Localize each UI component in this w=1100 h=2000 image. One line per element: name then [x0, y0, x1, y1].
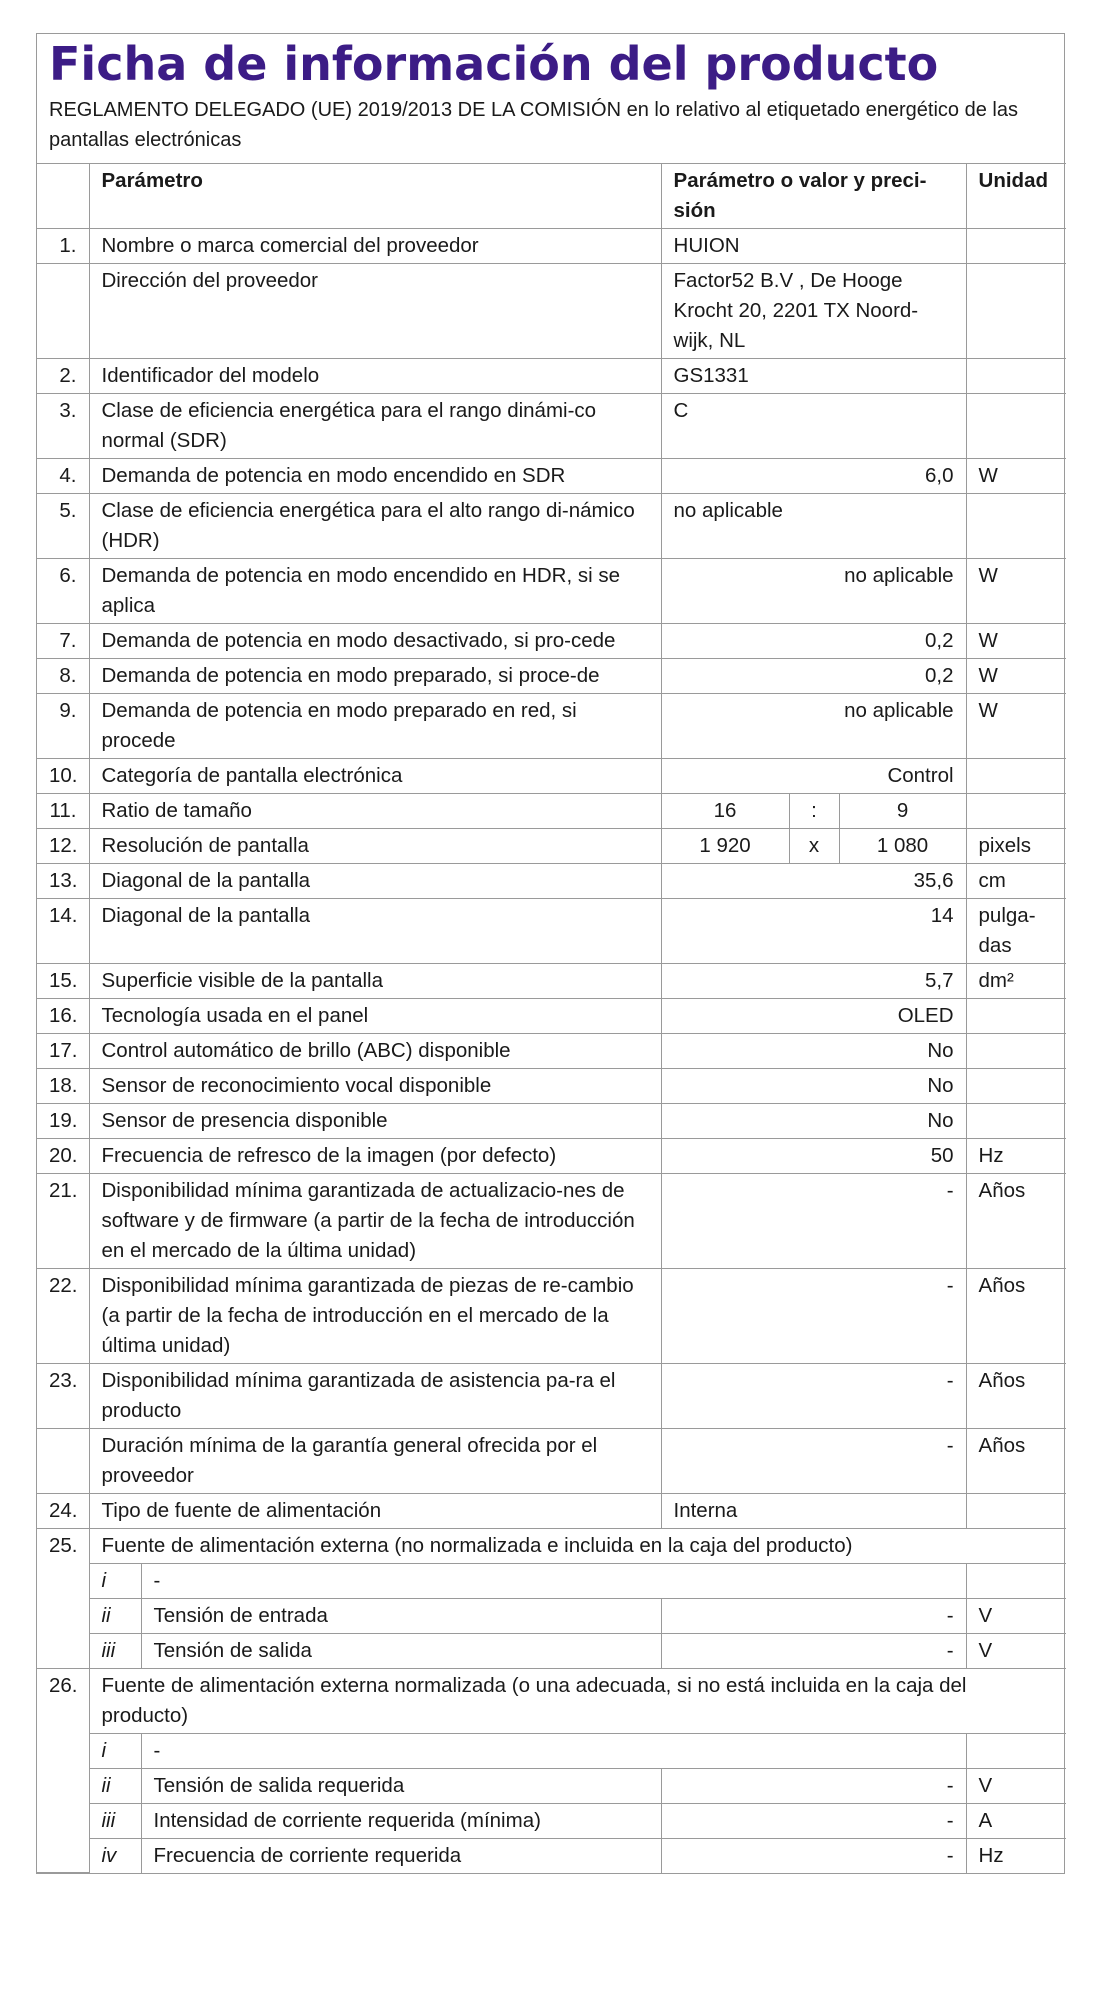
- sub-row-unit: V: [966, 1633, 1066, 1668]
- row-unit: [966, 1033, 1066, 1068]
- row-number: 23.: [37, 1363, 89, 1428]
- table-row: [37, 898, 1066, 963]
- row-parameter: Ratio de tamaño: [89, 793, 661, 828]
- row-unit: [966, 758, 1066, 793]
- sub-row: [37, 1598, 1066, 1633]
- sub-row-label: Tensión de salida: [141, 1633, 661, 1668]
- row-parameter: Frecuencia de refresco de la imagen (por defecto): [89, 1138, 661, 1173]
- row-parameter: Diagonal de la pantalla: [89, 898, 661, 963]
- row-value: No: [661, 1103, 966, 1138]
- row-value: -: [661, 1268, 966, 1363]
- table-row: [37, 1033, 1066, 1068]
- table-row: [37, 1173, 1066, 1268]
- row-value: OLED: [661, 998, 966, 1033]
- row-unit: pulga-das: [966, 898, 1066, 963]
- sub-row-label: Tensión de salida requerida: [141, 1768, 661, 1803]
- row-parameter: Sensor de presencia disponible: [89, 1103, 661, 1138]
- sub-row-label: -: [141, 1733, 966, 1768]
- sub-row-unit: [966, 1563, 1066, 1598]
- row-number: 13.: [37, 863, 89, 898]
- sub-row-index: i: [89, 1733, 141, 1768]
- regulation-subtitle: REGLAMENTO DELEGADO (UE) 2019/2013 DE LA COMISIÓN en lo relativo al etiquetado energético de las pantallas electrónicas: [49, 98, 1018, 151]
- row-parameter: Sensor de reconocimiento vocal disponible: [89, 1068, 661, 1103]
- row-unit: Años: [966, 1428, 1066, 1493]
- sub-row-value: -: [661, 1838, 966, 1873]
- row-number: 20.: [37, 1138, 89, 1173]
- resolution-separator: x: [789, 828, 839, 863]
- row-number: 1.: [37, 228, 89, 263]
- row-value: no aplicable: [661, 493, 966, 558]
- sub-row: [37, 1838, 1066, 1873]
- table-row: [37, 1493, 1066, 1528]
- parameters-table: [37, 163, 1066, 1874]
- row-unit: Años: [966, 1363, 1066, 1428]
- table-header-row: [37, 163, 1066, 228]
- row-number: 19.: [37, 1103, 89, 1138]
- row-number: 21.: [37, 1173, 89, 1268]
- row-unit: [966, 793, 1066, 828]
- row-parameter: Demanda de potencia en modo encendido en HDR, si se aplica: [89, 558, 661, 623]
- row-number: 7.: [37, 623, 89, 658]
- sub-row-label: -: [141, 1563, 966, 1598]
- row-number: 15.: [37, 963, 89, 998]
- row-parameter: Dirección del proveedor: [89, 263, 661, 358]
- sub-row-index: ii: [89, 1768, 141, 1803]
- row-number: 8.: [37, 658, 89, 693]
- row-unit: [966, 1068, 1066, 1103]
- table-row: [37, 1068, 1066, 1103]
- sub-row-unit: A: [966, 1803, 1066, 1838]
- row-parameter: Disponibilidad mínima garantizada de actualizacio-nes de software y de firmware (a partir de la fecha de introducción en el mercado de la última unidad): [89, 1173, 661, 1268]
- page-title: Ficha de información del producto: [49, 37, 939, 91]
- sub-row-label: Tensión de entrada: [141, 1598, 661, 1633]
- row-number: 6.: [37, 558, 89, 623]
- row-number: [37, 263, 89, 358]
- row-parameter: Tipo de fuente de alimentación: [89, 1493, 661, 1528]
- header-number-cell: [37, 163, 89, 228]
- table-row: [37, 693, 1066, 758]
- header-unit: Unidad: [966, 163, 1066, 228]
- product-information-sheet: [36, 33, 1065, 1874]
- row-parameter: Superficie visible de la pantalla: [89, 963, 661, 998]
- row-value: 50: [661, 1138, 966, 1173]
- table-row: [37, 1428, 1066, 1493]
- sub-row-unit: V: [966, 1598, 1066, 1633]
- table-row: [37, 493, 1066, 558]
- table-row: [37, 658, 1066, 693]
- sub-row: [37, 1733, 1066, 1768]
- row-number: 24.: [37, 1493, 89, 1528]
- table-row: [37, 998, 1066, 1033]
- row-value: Interna: [661, 1493, 966, 1528]
- row-parameter: Fuente de alimentación externa normalizada (o una adecuada, si no está incluida en la caja del producto): [89, 1668, 1066, 1733]
- row-value: -: [661, 1428, 966, 1493]
- resolution-height: 1 080: [839, 828, 966, 863]
- row-parameter: Disponibilidad mínima garantizada de piezas de re-cambio (a partir de la fecha de introducción en el mercado de la última unidad): [89, 1268, 661, 1363]
- row-unit: [966, 1493, 1066, 1528]
- sub-row-label: Frecuencia de corriente requerida: [141, 1838, 661, 1873]
- table-row: [37, 358, 1066, 393]
- row-parameter: Diagonal de la pantalla: [89, 863, 661, 898]
- sub-row: [37, 1768, 1066, 1803]
- row-number: 22.: [37, 1268, 89, 1363]
- row-number: 16.: [37, 998, 89, 1033]
- row-value: 0,2: [661, 658, 966, 693]
- sub-row-index: ii: [89, 1598, 141, 1633]
- row-parameter: Categoría de pantalla electrónica: [89, 758, 661, 793]
- sub-row-value: -: [661, 1803, 966, 1838]
- row-number: 18.: [37, 1068, 89, 1103]
- sub-row-value: -: [661, 1633, 966, 1668]
- table-row: [37, 393, 1066, 458]
- row-number: 12.: [37, 828, 89, 863]
- row-value: Factor52 B.V , De Hooge Krocht 20, 2201 TX Noord-wijk, NL: [661, 263, 966, 358]
- sub-row-index: iv: [89, 1838, 141, 1873]
- ratio-separator: :: [789, 793, 839, 828]
- table-row: [37, 623, 1066, 658]
- row-value: GS1331: [661, 358, 966, 393]
- sub-row-index: iii: [89, 1633, 141, 1668]
- row-unit: [966, 493, 1066, 558]
- sub-row-unit: V: [966, 1768, 1066, 1803]
- row-number: 25.: [37, 1528, 89, 1668]
- table-row: [37, 793, 1066, 828]
- table-row: [37, 1138, 1066, 1173]
- table-row: [37, 1103, 1066, 1138]
- row-unit: dm²: [966, 963, 1066, 998]
- table-row: [37, 1363, 1066, 1428]
- row-number: 10.: [37, 758, 89, 793]
- row-unit: cm: [966, 863, 1066, 898]
- row-unit: W: [966, 558, 1066, 623]
- row-number: 3.: [37, 393, 89, 458]
- sub-row-value: -: [661, 1598, 966, 1633]
- row-unit: pixels: [966, 828, 1066, 863]
- row-number: 17.: [37, 1033, 89, 1068]
- table-row: [37, 828, 1066, 863]
- row-parameter: Clase de eficiencia energética para el rango dinámi-co normal (SDR): [89, 393, 661, 458]
- row-parameter: Clase de eficiencia energética para el alto rango di-námico (HDR): [89, 493, 661, 558]
- resolution-width: 1 920: [661, 828, 789, 863]
- row-unit: [966, 358, 1066, 393]
- table-row: [37, 228, 1066, 263]
- row-parameter: Nombre o marca comercial del proveedor: [89, 228, 661, 263]
- sub-row-value: -: [661, 1768, 966, 1803]
- row-value: Control: [661, 758, 966, 793]
- sub-row-index: i: [89, 1563, 141, 1598]
- sub-row: [37, 1563, 1066, 1598]
- row-number: 5.: [37, 493, 89, 558]
- ratio-width: 16: [661, 793, 789, 828]
- ratio-height: 9: [839, 793, 966, 828]
- row-parameter: Demanda de potencia en modo desactivado, si pro-cede: [89, 623, 661, 658]
- sub-row-unit: [966, 1733, 1066, 1768]
- row-number: 2.: [37, 358, 89, 393]
- row-number: 11.: [37, 793, 89, 828]
- row-unit: Años: [966, 1268, 1066, 1363]
- row-number: 14.: [37, 898, 89, 963]
- row-unit: [966, 998, 1066, 1033]
- sub-row-unit: Hz: [966, 1838, 1066, 1873]
- row-value: 14: [661, 898, 966, 963]
- table-row: [37, 1268, 1066, 1363]
- row-unit: W: [966, 658, 1066, 693]
- row-parameter: Duración mínima de la garantía general ofrecida por el proveedor: [89, 1428, 661, 1493]
- row-parameter: Identificador del modelo: [89, 358, 661, 393]
- table-row: [37, 1528, 1066, 1563]
- row-parameter: Resolución de pantalla: [89, 828, 661, 863]
- row-value: 5,7: [661, 963, 966, 998]
- row-unit: W: [966, 693, 1066, 758]
- row-value: C: [661, 393, 966, 458]
- table-row: [37, 758, 1066, 793]
- row-parameter: Fuente de alimentación externa (no normalizada e incluida en la caja del producto): [89, 1528, 1066, 1563]
- row-parameter: Disponibilidad mínima garantizada de asistencia pa-ra el producto: [89, 1363, 661, 1428]
- header-parameter: Parámetro: [89, 163, 661, 228]
- row-value: no aplicable: [661, 693, 966, 758]
- row-parameter: Demanda de potencia en modo preparado en red, si procede: [89, 693, 661, 758]
- table-row: [37, 863, 1066, 898]
- row-value: No: [661, 1068, 966, 1103]
- row-number: [37, 1428, 89, 1493]
- row-parameter: Tecnología usada en el panel: [89, 998, 661, 1033]
- row-value: -: [661, 1363, 966, 1428]
- row-value: no aplicable: [661, 558, 966, 623]
- row-unit: W: [966, 458, 1066, 493]
- header-value: Parámetro o valor y preci-sión: [661, 163, 966, 228]
- row-value: 35,6: [661, 863, 966, 898]
- row-unit: W: [966, 623, 1066, 658]
- row-value: 0,2: [661, 623, 966, 658]
- row-number: 4.: [37, 458, 89, 493]
- row-parameter: Demanda de potencia en modo preparado, si proce-de: [89, 658, 661, 693]
- row-value: -: [661, 1173, 966, 1268]
- row-unit: Años: [966, 1173, 1066, 1268]
- sub-row: [37, 1633, 1066, 1668]
- table-row: [37, 963, 1066, 998]
- row-parameter: Demanda de potencia en modo encendido en SDR: [89, 458, 661, 493]
- row-value: No: [661, 1033, 966, 1068]
- row-number: 9.: [37, 693, 89, 758]
- sub-row-index: iii: [89, 1803, 141, 1838]
- row-value: 6,0: [661, 458, 966, 493]
- row-value: HUION: [661, 228, 966, 263]
- row-unit: Hz: [966, 1138, 1066, 1173]
- row-parameter: Control automático de brillo (ABC) disponible: [89, 1033, 661, 1068]
- table-row: [37, 263, 1066, 358]
- sub-row: [37, 1803, 1066, 1838]
- table-row: [37, 558, 1066, 623]
- row-unit: [966, 263, 1066, 358]
- table-row: [37, 1668, 1066, 1733]
- row-number: 26.: [37, 1668, 89, 1873]
- row-unit: [966, 228, 1066, 263]
- row-unit: [966, 1103, 1066, 1138]
- sub-row-label: Intensidad de corriente requerida (mínima): [141, 1803, 661, 1838]
- table-row: [37, 458, 1066, 493]
- row-unit: [966, 393, 1066, 458]
